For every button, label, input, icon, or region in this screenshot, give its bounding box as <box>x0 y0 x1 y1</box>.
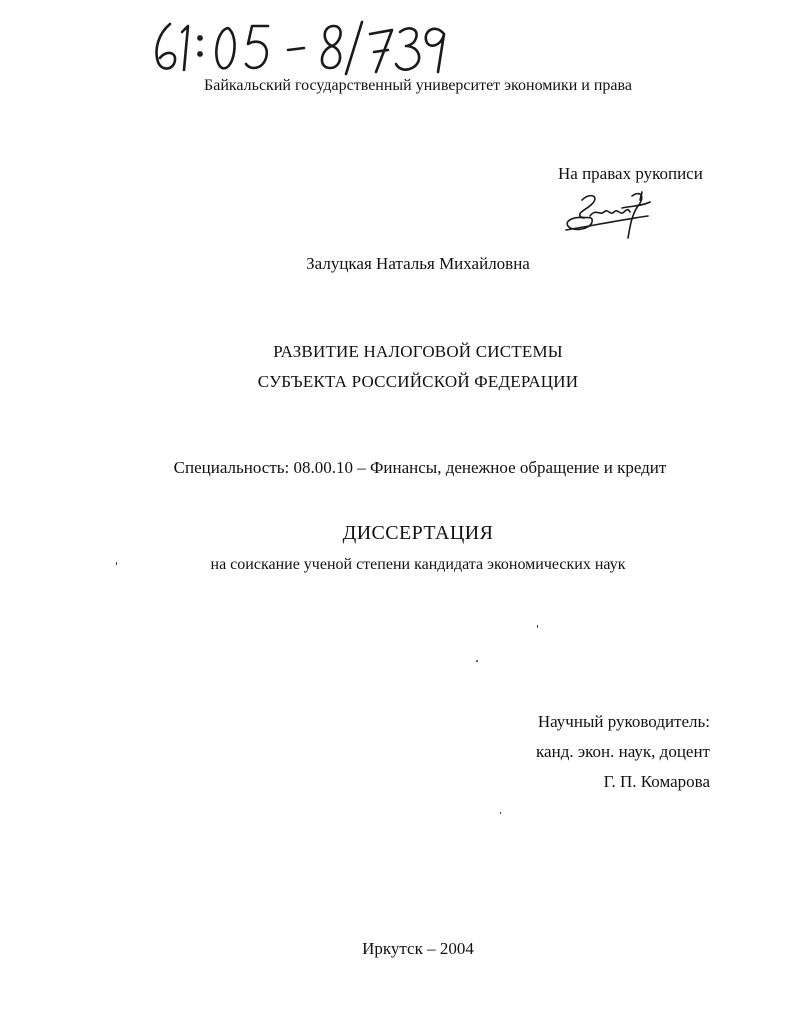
scan-speck <box>537 625 538 628</box>
author-signature <box>560 186 660 242</box>
scan-speck <box>500 812 501 814</box>
supervisor-credentials: канд. экон. наук, доцент <box>536 742 710 761</box>
degree-line: на соискание ученой степени кандидата экономических наук <box>210 556 626 573</box>
university-name: Байкальский государственный университет экономики и права <box>204 77 632 94</box>
manuscript-rights-note: На правах рукописи <box>558 164 703 183</box>
city-and-year: Иркутск – 2004 <box>362 939 474 958</box>
handwritten-archive-number <box>148 16 448 78</box>
dissertation-title-line-1: РАЗВИТИЕ НАЛОГОВОЙ СИСТЕМЫ <box>273 342 563 361</box>
document-type: ДИССЕРТАЦИЯ <box>342 522 494 544</box>
scan-speck <box>476 660 478 662</box>
scan-speck <box>116 562 117 565</box>
supervisor-block <box>536 707 710 797</box>
supervisor-name: Г. П. Комарова <box>603 772 710 791</box>
supervisor-label: Научный руководитель: <box>537 712 710 731</box>
dissertation-title-line-2: СУБЪЕКТА РОССИЙСКОЙ ФЕДЕРАЦИИ <box>257 372 579 391</box>
specialty-line: Специальность: 08.00.10 – Финансы, денежное обращение и кредит <box>173 458 667 477</box>
author-name: Залуцкая Наталья Михайловна <box>306 254 530 273</box>
